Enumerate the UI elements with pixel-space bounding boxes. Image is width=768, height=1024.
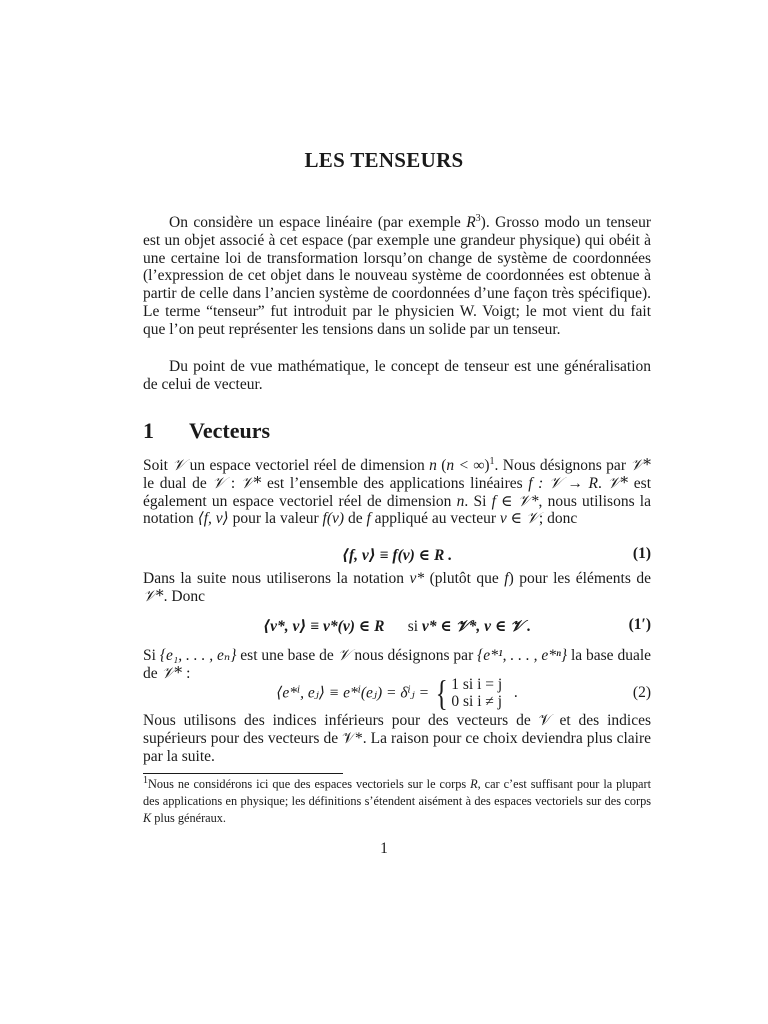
text-run: Soit — [143, 457, 173, 474]
math-map: f : 𝒱 → R — [528, 474, 599, 492]
math-n: n — [429, 457, 437, 474]
equation-1-prime-si: si — [407, 618, 419, 635]
text-run: la base duale de — [143, 647, 652, 682]
text-run: le dual de — [143, 474, 213, 492]
equation-1-prime-right: v* ∈ 𝒱*, v ∈ 𝒱 . — [421, 618, 531, 635]
math-basis: {e₁, . . . , eₙ} — [159, 647, 237, 664]
text-run: nous désignons par — [350, 647, 478, 664]
math-fv: f(v) — [322, 510, 345, 528]
equation-2-period: . — [513, 684, 518, 701]
math-K: K — [143, 811, 152, 825]
text-run: . Nous désignons par — [494, 457, 631, 474]
math-V: 𝒱 — [212, 473, 226, 492]
cases-lines — [451, 676, 502, 710]
text-run: est l’ensemble des applications linéaires — [261, 474, 529, 492]
text-run: appliqué au vecteur — [370, 510, 500, 528]
text-run: pour la valeur — [228, 510, 323, 528]
case-1: 1 si i = j — [451, 676, 503, 693]
left-brace-icon: { — [435, 673, 448, 713]
text-run: plus généraux. — [151, 811, 226, 825]
math-V: 𝒱 — [172, 456, 186, 474]
math-n: n — [456, 492, 465, 510]
intro-text-b: ). Grosso modo un tenseur est un objet associé à cet espace (par exemple une grandeur physique) qui obéit à une certaine loi de transformation lorsqu’on change de système de coordonnées (l’expression de cet objet dans le nouveau système de coordonnées est obtenue à partir de celle dans l’ancien système de coordonnées d’une façon très spécifique). Le terme “tenseur” fut introduit par le physicien W. Voigt; le mot vient du fait que l’on peut représenter les tensions dans un solide par un tenseur. — [143, 214, 651, 338]
intro-paragraph-1 — [143, 214, 651, 339]
math-Vstar: 𝒱* — [161, 663, 183, 682]
equation-2-lhs: ⟨e*ⁱ, eⱼ⟩ ≡ e*ⁱ(eⱼ) = δⁱⱼ = — [276, 684, 433, 702]
text-run: . — [598, 474, 608, 492]
math-v-in: v ∈ 𝒱 — [499, 510, 539, 528]
footnote-rule — [143, 773, 343, 774]
text-run: . Si — [464, 492, 492, 510]
text-run: , nous utilisons la notation — [143, 492, 651, 528]
equation-1 — [143, 545, 651, 567]
text-run: , car c’est suffisant pour la plupart des applications en physique; les définitions s’étendent aisément à des espaces vectoriels sur des corps — [143, 777, 651, 808]
text-run: . Donc — [163, 587, 205, 605]
text-run: : — [182, 664, 191, 682]
text-run: (plutôt que — [424, 570, 505, 587]
text-run: est une base de — [236, 647, 338, 664]
text-run: de — [344, 510, 367, 528]
intro-math-exp: 3 — [475, 212, 481, 224]
math-vstar: v* — [409, 570, 425, 587]
equation-2-body — [143, 675, 651, 711]
math-Vstar: 𝒱* — [607, 473, 629, 492]
equation-1-prime — [143, 616, 651, 638]
text-run: Nous ne considérons ici que des espaces vectoriels sur le corps — [148, 777, 471, 791]
text-run: : — [225, 474, 241, 492]
text-run: ( — [436, 457, 447, 474]
text-run: ) pour les éléments de — [508, 570, 651, 587]
math-condition: n < ∞ — [446, 457, 485, 474]
page-number: 1 — [380, 840, 388, 857]
section-heading — [143, 418, 270, 444]
text-run: ; donc — [538, 510, 578, 528]
text-run: ) — [484, 457, 490, 474]
math-R: R — [470, 777, 478, 791]
equation-2-tag: (2) — [632, 684, 651, 701]
text-run: Si — [143, 647, 160, 664]
equation-1-prime-left: ⟨v*, v⟩ ≡ v*(v) ∈ R — [263, 618, 385, 635]
equation-1-prime-body — [143, 616, 651, 636]
section-title: Vecteurs — [189, 418, 271, 443]
math-f: f — [504, 570, 509, 587]
math-f-in: f ∈ 𝒱* — [491, 492, 539, 510]
math-pairing: ⟨f, v⟩ — [197, 510, 229, 528]
document-title: LES TENSEURS — [304, 148, 464, 172]
intro-paragraph-2: Du point de vue mathématique, le concept de tenseur est une généralisation de celui de vecteur. — [143, 358, 651, 393]
footnote-marker: 1 — [489, 455, 495, 467]
section-number: 1 — [143, 418, 154, 443]
math-Vstar: 𝒱* — [143, 586, 164, 605]
math-f: f — [366, 510, 371, 528]
case-2: 0 si i ≠ j — [451, 693, 503, 710]
math-Vstar: 𝒱* — [240, 473, 262, 492]
math-dual-basis: {e*¹, . . . , e*ⁿ} — [477, 647, 568, 664]
equation-1-tag: (1) — [632, 545, 651, 562]
equation-1-prime-tag: (1′) — [628, 616, 651, 633]
body-paragraph-2 — [143, 570, 651, 606]
text-run: Dans la suite nous utiliserons la notation — [143, 570, 410, 587]
text-run: un espace vectoriel réel de dimension — [185, 457, 430, 474]
text-run: est également un espace vectoriel réel de dimension — [143, 474, 652, 510]
math-V: 𝒱 — [337, 646, 351, 664]
intro-math-R: R — [466, 214, 476, 231]
intro-text-a: On considère un espace linéaire (par exemple — [169, 214, 467, 231]
body-paragraph-1 — [143, 457, 651, 528]
body-paragraph-4: Nous utilisons des indices inférieurs pour des vecteurs de 𝒱 et des indices supérieurs pour des vecteurs de 𝒱*. La raison pour ce choix deviendra plus claire par la suite. — [143, 712, 651, 765]
cases-system — [433, 675, 502, 711]
equation-1-body: ⟨f, v⟩ ≡ f(v) ∈ R . — [341, 547, 453, 564]
math-Vstar: 𝒱* — [630, 456, 651, 474]
footnote-mark: 1 — [143, 774, 148, 786]
footnote — [143, 776, 651, 827]
equation-2 — [143, 675, 651, 711]
